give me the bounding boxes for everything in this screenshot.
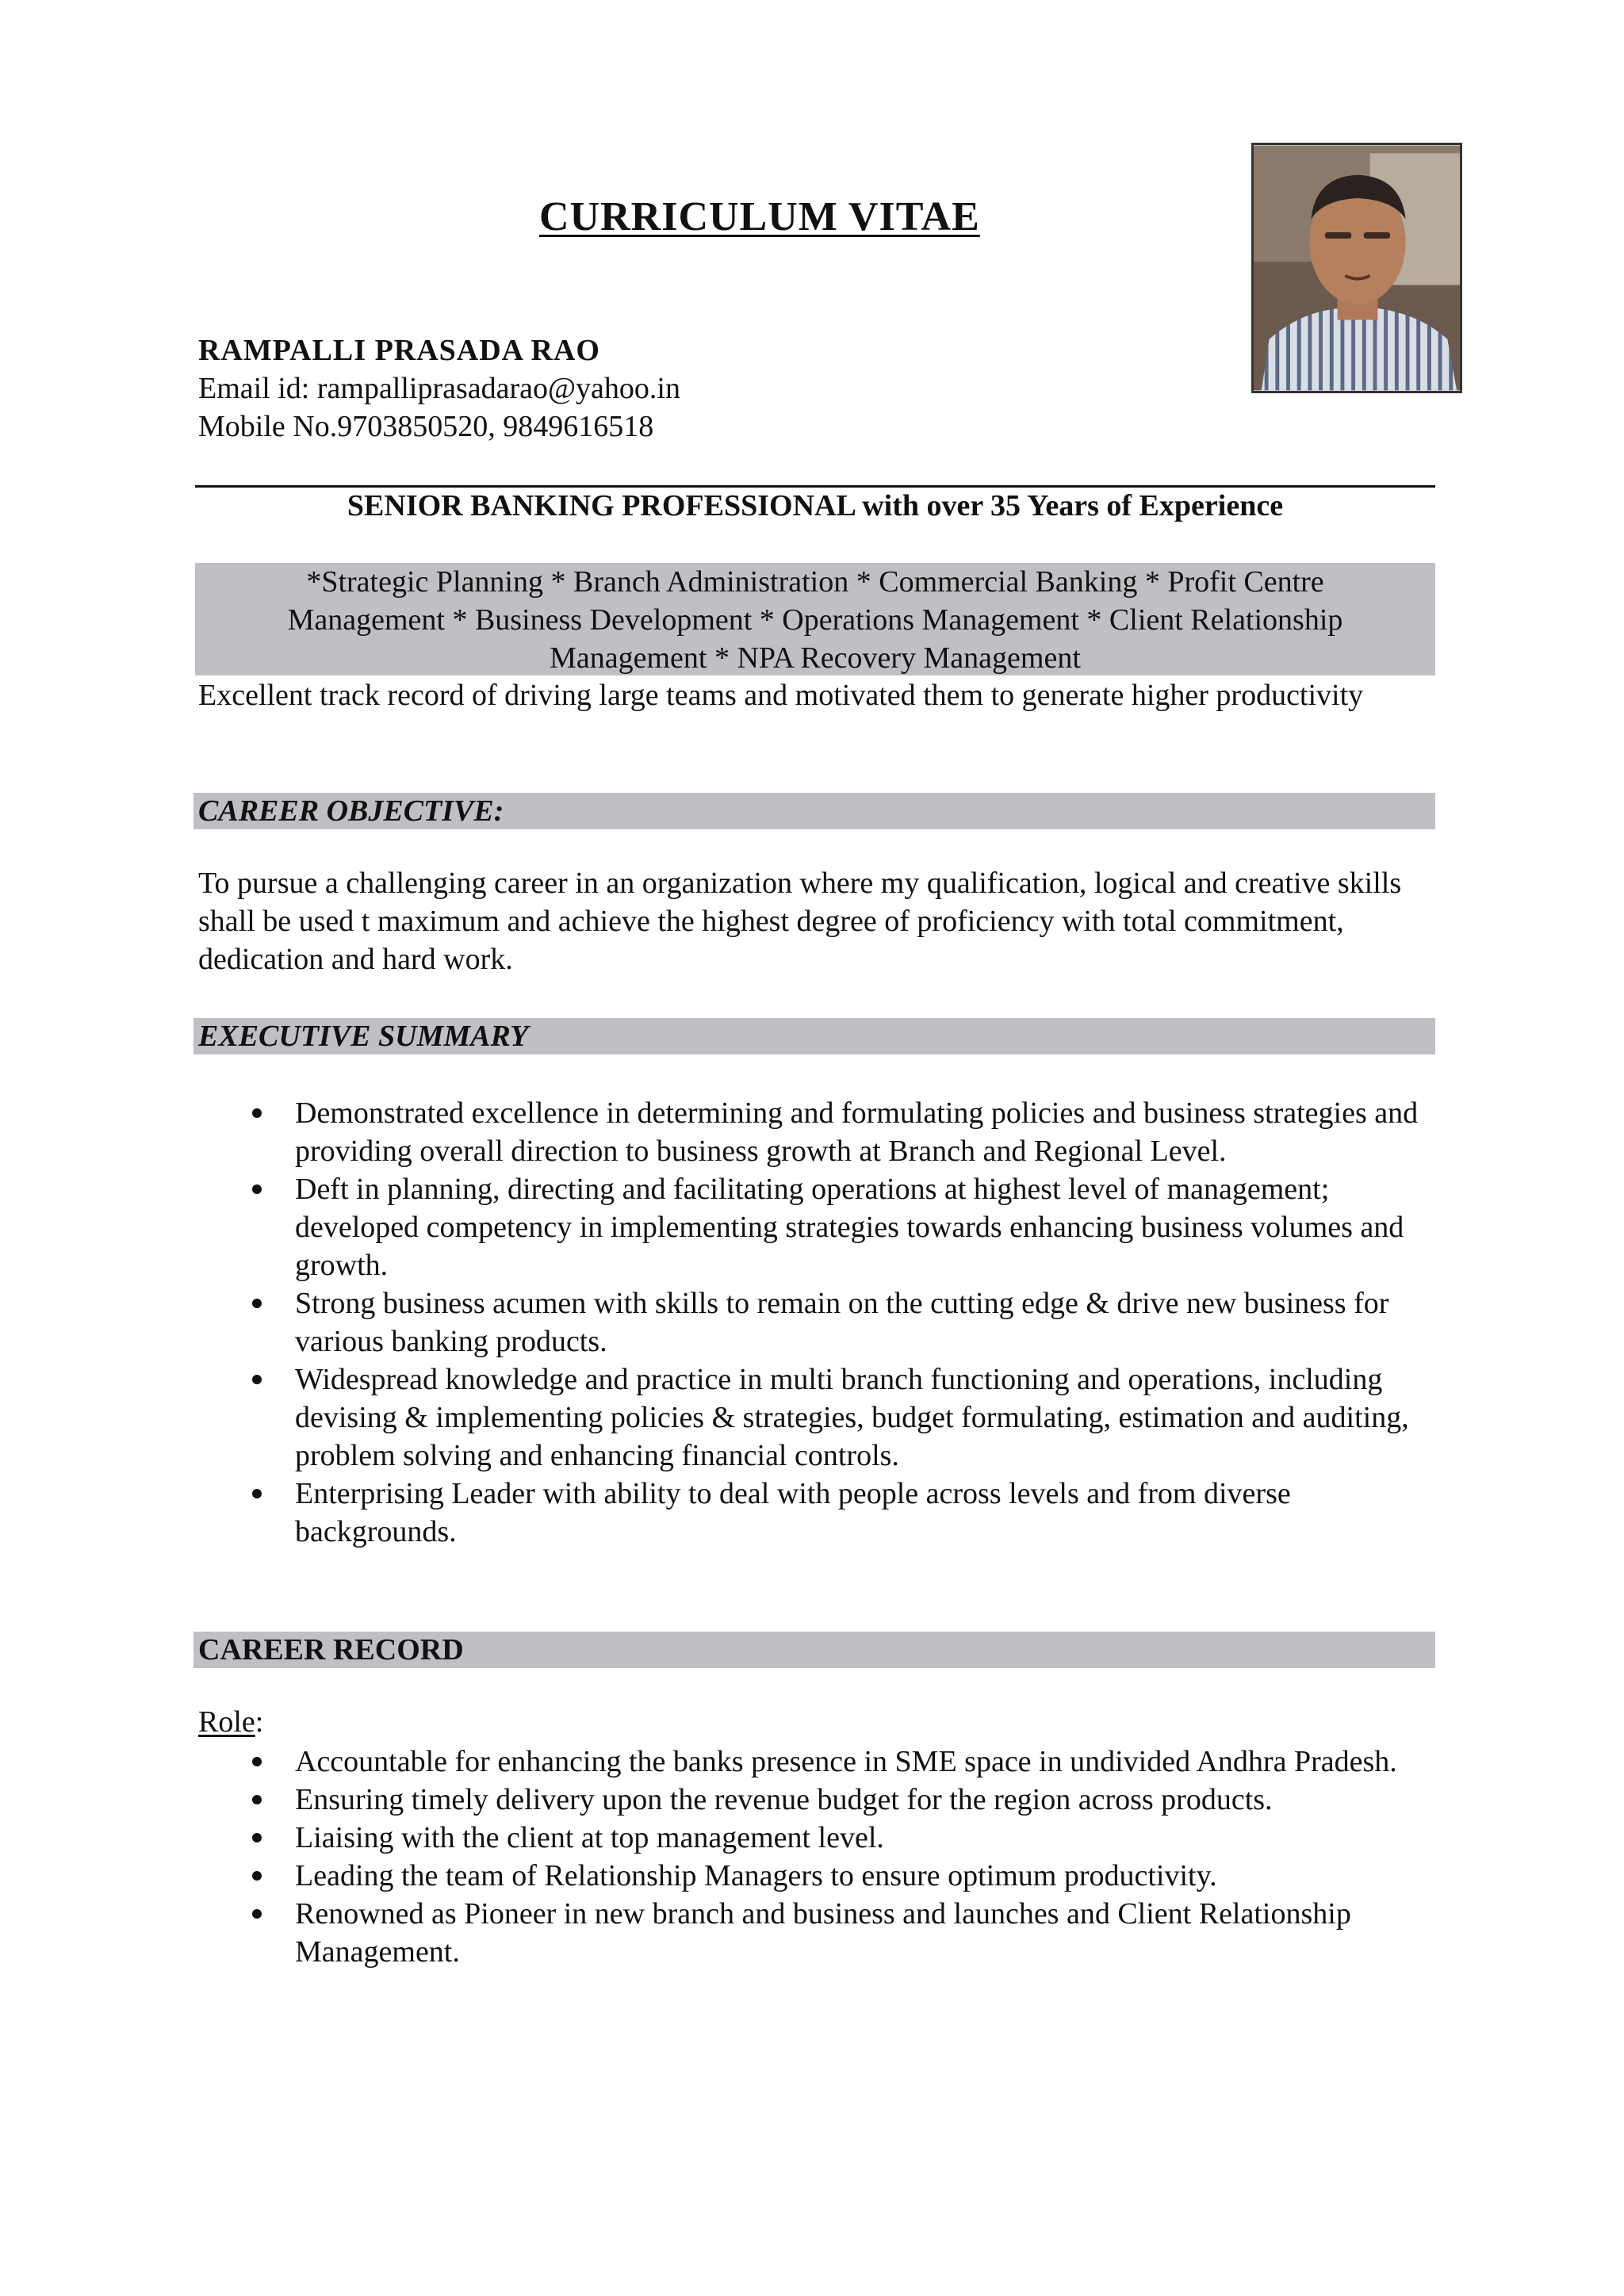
career-objective-text: To pursue a challenging career in an organization where my qualification, logical and creative skills shall be used t maximum and achieve the highest degree of proficiency with total commitment, dedication and hard work. xyxy=(198,867,1402,976)
list-item: Strong business acumen with skills to remain on the cutting edge & drive new business for various banking products. xyxy=(198,1284,1435,1360)
profile-photo xyxy=(1251,143,1462,393)
list-item: Widespread knowledge and practice in multi branch functioning and operations, including devising & implementing policies & strategies, budget formulating, estimation and auditing, problem solving and enhancing financial controls. xyxy=(198,1360,1435,1475)
list-item: Ensuring timely delivery upon the revenue budget for the region across products. xyxy=(198,1781,1435,1819)
list-item: Leading the team of Relationship Managers to ensure optimum productivity. xyxy=(198,1857,1435,1895)
document-title: CURRICULUM VITAE xyxy=(539,194,980,239)
skills-banner: *Strategic Planning * Branch Administration * Commercial Banking * Profit Centre Management * Business Development * Operations Management * Client Relationship Management * NPA Recovery Management xyxy=(195,563,1435,675)
mobile-line: Mobile No.9703850520, 9849616518 xyxy=(198,410,654,443)
career-record-list xyxy=(198,1743,1435,1971)
role-label-text: Role xyxy=(198,1705,255,1739)
role-label-colon: : xyxy=(255,1705,264,1739)
email-line: Email id: rampalliprasadarao@yahoo.in xyxy=(198,372,680,405)
executive-summary-heading: EXECUTIVE SUMMARY xyxy=(193,1018,1435,1054)
list-item: Deft in planning, directing and facilitating operations at highest level of management; developed competency in implementing strategies towards enhancing business volumes and growth. xyxy=(198,1170,1435,1284)
career-record-heading: CAREER RECORD xyxy=(193,1632,1435,1668)
list-item: Accountable for enhancing the banks presence in SME space in undivided Andhra Pradesh. xyxy=(198,1743,1435,1781)
candidate-name: RAMPALLI PRASADA RAO xyxy=(198,334,600,367)
executive-summary-list xyxy=(198,1094,1435,1551)
header-divider xyxy=(195,485,1435,488)
list-item: Enterprising Leader with ability to deal with people across levels and from diverse backgrounds. xyxy=(198,1475,1435,1551)
track-record-text: Excellent track record of driving large teams and motivated them to generate higher productivity xyxy=(198,679,1364,712)
list-item: Renowned as Pioneer in new branch and business and launches and Client Relationship Management. xyxy=(198,1895,1435,1971)
professional-headline: SENIOR BANKING PROFESSIONAL with over 35 Years of Experience xyxy=(347,489,1284,522)
list-item: Liaising with the client at top management level. xyxy=(198,1819,1435,1857)
career-objective-heading: CAREER OBJECTIVE: xyxy=(193,793,1435,829)
list-item: Demonstrated excellence in determining and formulating policies and business strategies and providing overall direction to business growth at Branch and Regional Level. xyxy=(198,1094,1435,1170)
role-label xyxy=(198,1705,263,1739)
